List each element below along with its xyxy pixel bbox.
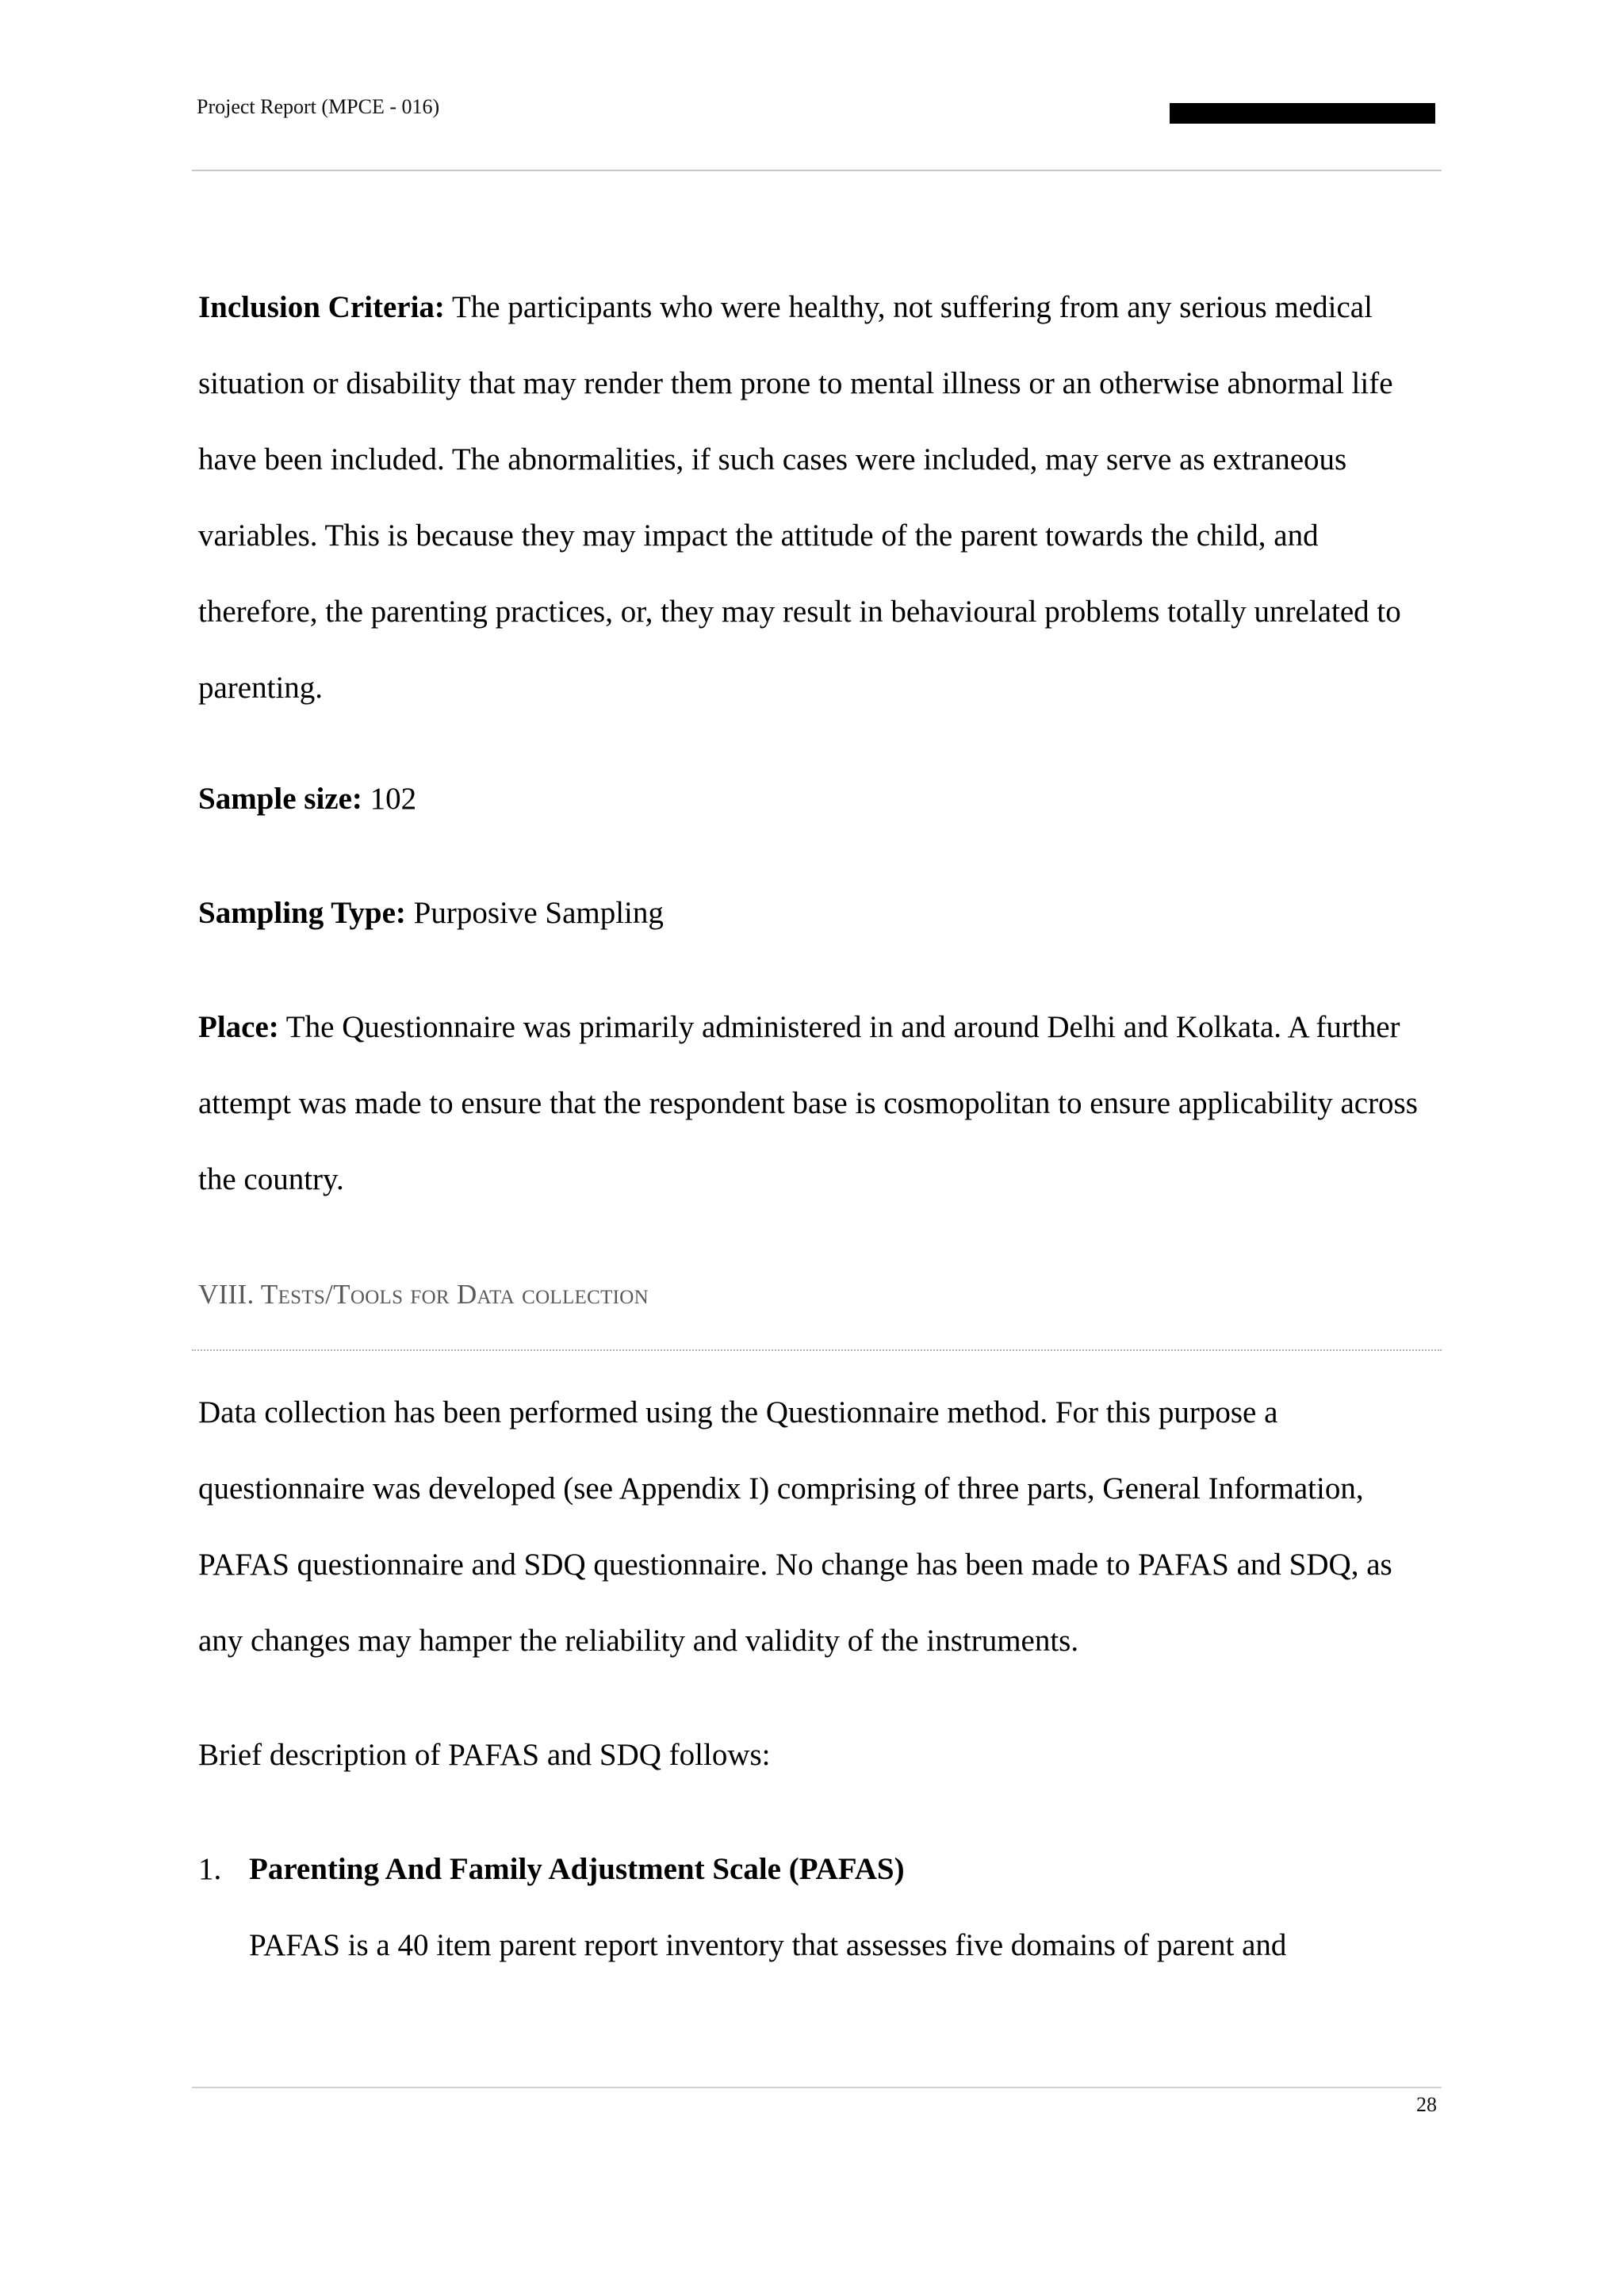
footer-divider <box>192 2087 1442 2088</box>
inclusion-criteria-label: Inclusion Criteria: <box>198 290 445 324</box>
sampling-type-paragraph <box>198 875 1435 951</box>
sample-size-paragraph <box>198 761 1435 837</box>
data-collection-paragraph: Data collection has been performed using the Questionnaire method. For this purpose a questionnaire was developed (see Appendix I) comprising of three parts, General Information, PAFAS questionnaire and SDQ questionnaire. No change has been made to PAFAS and SDQ, as any changes may hamper the reliability and validity of the instruments. <box>198 1395 1392 1658</box>
place-text: The Questionnaire was primarily administered in and around Delhi and Kolkata. A further attempt was made to ensure that the respondent base is cosmopolitan to ensure applicability across the country. <box>198 1010 1418 1196</box>
list-item-text: PAFAS is a 40 item parent report inventory that assesses five domains of parent and <box>249 1928 1287 1962</box>
header-title: Project Report (MPCE - 016) <box>197 95 440 118</box>
section-heading: VIII. Tests/Tools for Data collection <box>198 1279 649 1310</box>
section-divider <box>192 1349 1442 1351</box>
inclusion-criteria-text: The participants who were healthy, not suffering from any serious medical situation or disability that may render them prone to mental illness or an otherwise abnormal life have been included. The abnormalities, if such cases were included, may serve as extraneous variables. This is because they may impact the attitude of the parent towards the child, and therefore, the parenting practices, or, they may result in behavioural problems totally unrelated to parenting. <box>198 290 1401 705</box>
redaction-bar <box>1170 103 1435 124</box>
place-label: Place: <box>198 1010 279 1044</box>
header-divider <box>192 170 1442 171</box>
brief-description-paragraph: Brief description of PAFAS and SDQ follows: <box>198 1738 771 1772</box>
list-item-number: 1. <box>198 1852 222 1886</box>
sample-size-label: Sample size: <box>198 782 362 816</box>
page-number: 28 <box>1416 2093 1437 2116</box>
list-item-title: Parenting And Family Adjustment Scale (PAFAS) <box>249 1852 905 1886</box>
inclusion-criteria-paragraph <box>198 270 1435 726</box>
sampling-type-label: Sampling Type: <box>198 896 406 930</box>
sampling-type-value: Purposive Sampling <box>405 896 664 930</box>
place-paragraph <box>198 989 1435 1218</box>
list-item-heading <box>198 1831 905 1908</box>
sample-size-value: 102 <box>362 782 417 816</box>
